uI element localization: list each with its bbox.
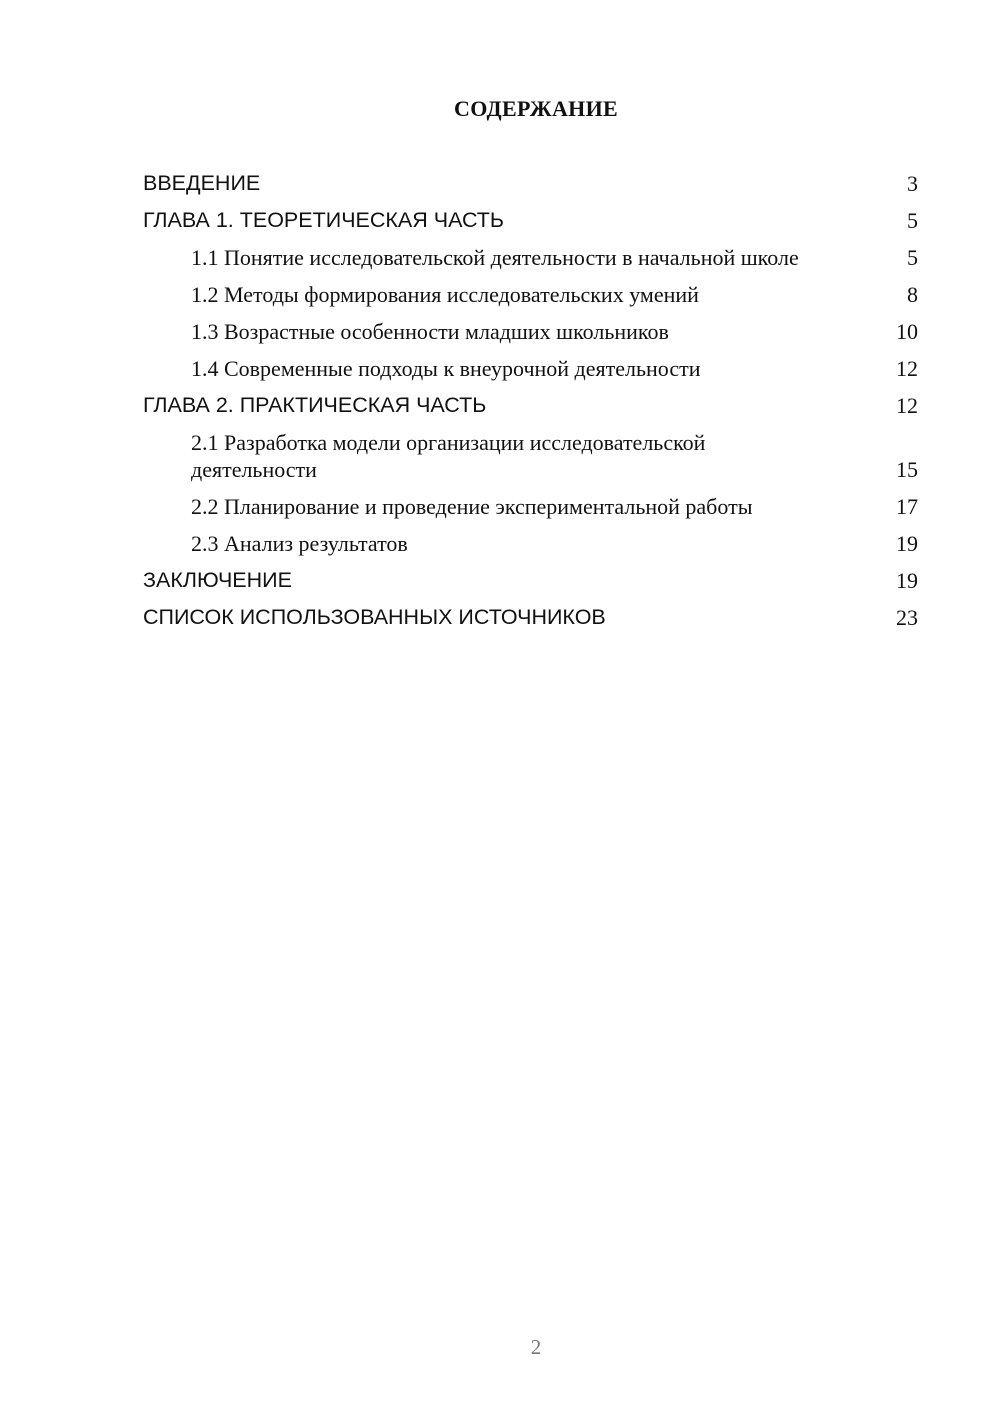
toc-entry-page: 19 (896, 531, 918, 556)
toc-entry-section-1-2[interactable] (143, 281, 918, 308)
toc-entry-section-1-1[interactable] (143, 244, 918, 271)
toc-entry-text: ГЛАВА 1. ТЕОРЕТИЧЕСКАЯ ЧАСТЬ (143, 208, 505, 232)
toc-entry-page: 5 (907, 245, 918, 270)
toc-entry-text: ЗАКЛЮЧЕНИЕ (143, 568, 292, 592)
toc-entry-section-2-1[interactable] (143, 429, 918, 483)
toc-entry-text: 1.2 Методы формирования исследовательских умений (191, 282, 699, 307)
toc-entry-page: 17 (896, 494, 918, 519)
toc-entry-section-2-3[interactable] (143, 530, 918, 557)
toc-entry-text: СПИСОК ИСПОЛЬЗОВАННЫХ ИСТОЧНИКОВ (143, 605, 606, 629)
toc-entry-page: 12 (896, 393, 918, 418)
page-title: СОДЕРЖАНИЕ (454, 96, 618, 121)
toc-entry-page: 5 (907, 208, 918, 233)
toc-entry-text: 1.3 Возрастные особенности младших школьников (191, 319, 669, 344)
table-of-contents (143, 170, 918, 641)
toc-entry-page: 23 (896, 605, 918, 630)
toc-entry-text: ГЛАВА 2. ПРАКТИЧЕСКАЯ ЧАСТЬ (143, 393, 487, 417)
toc-entry-page: 8 (907, 282, 918, 307)
toc-entry-page: 19 (896, 568, 918, 593)
toc-entry-text: 2.3 Анализ результатов (191, 531, 408, 556)
toc-entry-page: 15 (896, 457, 918, 482)
toc-entry-page: 12 (896, 356, 918, 381)
toc-entry-text: ВВЕДЕНИЕ (143, 171, 261, 195)
toc-entry-text: 1.1 Понятие исследовательской деятельности в начальной школе (191, 245, 799, 270)
toc-entry-text: 1.4 Современные подходы к внеурочной деятельности (191, 356, 701, 381)
toc-entry-text: 2.2 Планирование и проведение экспериментальной работы (191, 494, 753, 519)
toc-entry-section-1-3[interactable] (143, 318, 918, 345)
toc-entry-page: 3 (907, 171, 918, 196)
toc-entry-conclusion[interactable] (143, 567, 918, 594)
toc-entry-references[interactable] (143, 604, 918, 631)
toc-entry-chapter-2[interactable] (143, 392, 918, 419)
toc-entry-introduction[interactable] (143, 170, 918, 197)
toc-entry-section-2-2[interactable] (143, 493, 918, 520)
toc-entry-page: 10 (896, 319, 918, 344)
toc-entry-chapter-1[interactable] (143, 207, 918, 234)
toc-entry-section-1-4[interactable] (143, 355, 918, 382)
toc-entry-text: 2.1 Разработка модели организации исследовательской деятельности (191, 430, 706, 482)
page-number: 2 (530, 1335, 542, 1359)
